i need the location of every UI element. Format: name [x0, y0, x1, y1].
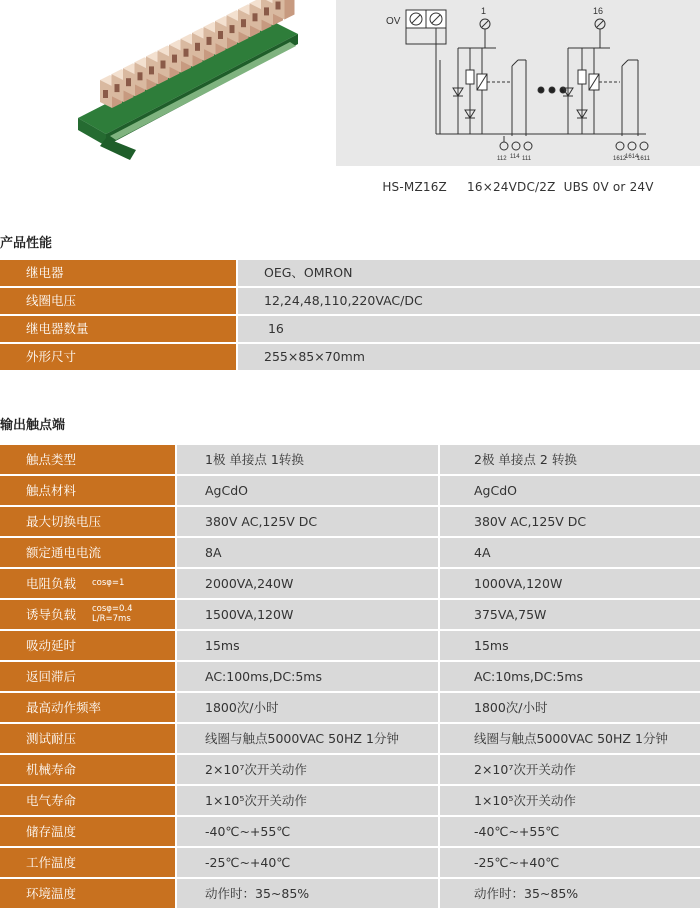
row-label: 外形尺寸 [0, 344, 236, 370]
row-label [0, 755, 175, 784]
row-label-note: cosφ=0.4 [92, 604, 133, 614]
single-contact-value: 线圈与触点5000VAC 50HZ 1分钟 [177, 724, 438, 753]
row-label [0, 569, 175, 598]
row-label-note: L/R=7ms [92, 614, 131, 624]
table-row [0, 662, 700, 691]
row-label-text: 储存温度 [26, 824, 77, 839]
double-contact-value: 15ms [440, 631, 700, 660]
channel-1-label: 1 [481, 6, 487, 16]
single-contact-value: 动作时：35~85% [177, 879, 438, 908]
table-row [0, 569, 700, 598]
single-contact-value: 1800次/小时 [177, 693, 438, 722]
row-label-text: 最高动作频率 [26, 700, 102, 715]
output-contacts-table [0, 445, 700, 910]
single-contact-value: -25℃~+40℃ [177, 848, 438, 877]
double-contact-value: 2极 单接点 2 转换 [440, 445, 700, 474]
row-label [0, 724, 175, 753]
row-label-text: 机械寿命 [26, 762, 77, 777]
single-contact-value: 8A [177, 538, 438, 567]
row-label-text: 最大切换电压 [26, 514, 102, 529]
row-label [0, 879, 175, 908]
row-label: 线圈电压 [0, 288, 236, 314]
double-contact-value: 线圈与触点5000VAC 50HZ 1分钟 [440, 724, 700, 753]
double-contact-value: 1000VA,120W [440, 569, 700, 598]
double-contact-value: AC:10ms,DC:5ms [440, 662, 700, 691]
table-row [0, 316, 700, 342]
row-label-text: 额定通电电流 [26, 545, 102, 560]
single-contact-value: 15ms [177, 631, 438, 660]
single-contact-value: AC:100ms,DC:5ms [177, 662, 438, 691]
table-row [0, 786, 700, 815]
table-row [0, 631, 700, 660]
table-row [0, 260, 700, 286]
relay-board-photo [70, 0, 300, 168]
single-contact-value: 1×10⁵次开关动作 [177, 786, 438, 815]
single-contact-value: -40℃~+55℃ [177, 817, 438, 846]
terminal-label: 1611 [637, 156, 650, 162]
row-label-text: 测试耐压 [26, 731, 77, 746]
double-contact-value: 380V AC,125V DC [440, 507, 700, 536]
double-contact-value: 动作时：35~85% [440, 879, 700, 908]
channel-16-label: 16 [593, 6, 604, 16]
table-row [0, 693, 700, 722]
row-label [0, 445, 175, 474]
table-row [0, 755, 700, 784]
row-label [0, 631, 175, 660]
table-row [0, 507, 700, 536]
row-label-text: 诱导负载 [26, 607, 77, 622]
double-contact-value: 2×10⁷次开关动作 [440, 755, 700, 784]
row-label [0, 786, 175, 815]
double-contact-value: 375VA,75W [440, 600, 700, 629]
wiring-schematic [336, 0, 700, 166]
single-contact-value: 2×10⁷次开关动作 [177, 755, 438, 784]
model-caption: HS-MZ16Z 16×24VDC/2Z UBS 0V or 24V [382, 180, 654, 194]
row-label [0, 817, 175, 846]
single-contact-value: AgCdO [177, 476, 438, 505]
terminal-label: 114 [510, 154, 520, 160]
terminal-label: 111 [522, 156, 532, 162]
row-value: OEG、OMRON [238, 260, 700, 286]
row-label: 继电器 [0, 260, 236, 286]
terminal-label: 1612 [613, 156, 627, 162]
single-contact-value: 1极 单接点 1转换 [177, 445, 438, 474]
double-contact-value: 4A [440, 538, 700, 567]
row-label-text: 触点材料 [26, 483, 77, 498]
row-label-text: 电气寿命 [26, 793, 77, 808]
table-row [0, 879, 700, 908]
double-contact-value: AgCdO [440, 476, 700, 505]
ov-label: OV [386, 16, 401, 27]
double-contact-value: -40℃~+55℃ [440, 817, 700, 846]
table-row [0, 344, 700, 370]
row-label [0, 538, 175, 567]
single-contact-value: 2000VA,240W [177, 569, 438, 598]
section-title-performance: 产品性能 [0, 236, 53, 251]
table-row [0, 445, 700, 474]
single-contact-value: 380V AC,125V DC [177, 507, 438, 536]
single-contact-value: 1500VA,120W [177, 600, 438, 629]
table-row [0, 848, 700, 877]
row-label-note: cosφ=1 [92, 578, 125, 588]
row-label [0, 848, 175, 877]
row-label-text: 吸动延时 [26, 638, 77, 653]
row-value: 12,24,48,110,220VAC/DC [238, 288, 700, 314]
row-value: 255×85×70mm [238, 344, 700, 370]
table-row [0, 817, 700, 846]
double-contact-value: 1800次/小时 [440, 693, 700, 722]
row-label [0, 476, 175, 505]
row-value: 16 [238, 316, 700, 342]
terminal-label: 112 [497, 156, 507, 162]
section-title-output-contacts: 输出触点端 [0, 418, 66, 433]
row-label [0, 693, 175, 722]
table-row [0, 600, 700, 629]
double-contact-value: 1×10⁵次开关动作 [440, 786, 700, 815]
double-contact-value: -25℃~+40℃ [440, 848, 700, 877]
row-label-text: 环境温度 [26, 886, 77, 901]
row-label-text: 触点类型 [26, 452, 77, 467]
row-label-text: 电阻负载 [26, 576, 77, 591]
terminal-label: 1614 [625, 154, 639, 160]
row-label: 继电器数量 [0, 316, 236, 342]
table-row [0, 476, 700, 505]
row-label [0, 507, 175, 536]
table-row [0, 538, 700, 567]
row-label-text: 返回滞后 [26, 669, 77, 684]
row-label [0, 662, 175, 691]
performance-table [0, 260, 700, 372]
table-row [0, 724, 700, 753]
table-row [0, 288, 700, 314]
row-label [0, 600, 175, 629]
row-label-text: 工作温度 [26, 855, 77, 870]
